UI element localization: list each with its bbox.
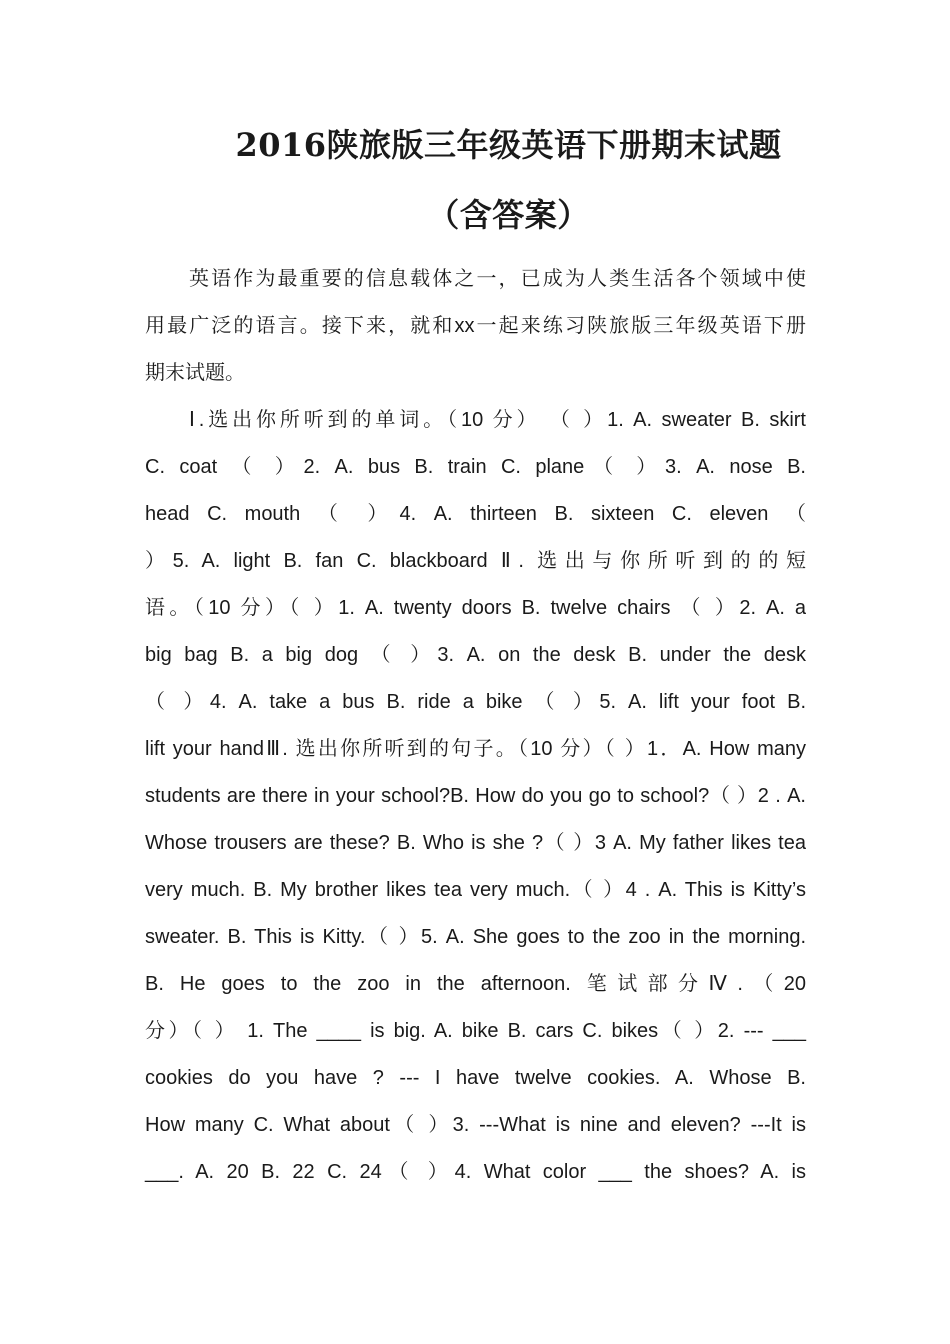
text-line: head C. mouth （ ）4. A. thirteen B. sixteen C. eleven （	[145, 503, 806, 525]
text-line: students are there in your school?B. How do you go to school?（ ）2 . A.	[145, 785, 806, 807]
text-line: 语。（10 分）（ ）1. A. twenty doors B. twelve chairs （ ）2. A. a	[145, 597, 806, 619]
text-line: （ ）4. A. take a bus B. ride a bike （ ）5. A. lift your foot B.	[145, 691, 806, 713]
text-line: ___. A. 20 B. 22 C. 24（ ）4. What color ___ the shoes? A. is	[145, 1161, 806, 1183]
text-line: lift your handⅢ. 选出你所听到的句子。（10 分）（ ）1．A. How many	[145, 738, 806, 760]
text-line: 用最广泛的语言。接下来，就和xx一起来练习陕旅版三年级英语下册	[145, 315, 806, 337]
text-line: 英语作为最重要的信息载体之一，已成为人类生活各个领域中使	[189, 268, 806, 290]
document-title: 2016陕旅版三年级英语下册期末试题	[235, 126, 782, 164]
text-line: big bag B. a big dog （ ）3. A. on the desk B. under the desk	[145, 644, 806, 666]
text-line: C. coat （ ）2. A. bus B. train C. plane（ ）3. A. nose B.	[145, 456, 806, 478]
text-line: Whose trousers are these? B. Who is she ?（ ）3 A. My father likes tea	[145, 832, 806, 854]
text-line: How many C. What about（ ）3. ---What is nine and eleven? ---It is	[145, 1114, 806, 1136]
text-line: Ⅰ.选出你所听到的单词。（10 分） （ ）1. A. sweater B. skirt	[189, 409, 806, 431]
text-line: cookies do you have ? --- I have twelve cookies. A. Whose B.	[145, 1067, 806, 1089]
text-line: B. He goes to the zoo in the afternoon. 笔试部分Ⅳ.（20	[145, 973, 806, 995]
document-subtitle: （含答案）	[427, 196, 590, 234]
text-line: sweater. B. This is Kitty.（ ）5. A. She goes to the zoo in the morning.	[145, 926, 806, 948]
document-body	[145, 256, 806, 1196]
text-line: very much. B. My brother likes tea very much.（ ）4 . A. This is Kitty’s	[145, 879, 806, 901]
text-line: 分）（ ） 1. The ____ is big. A. bike B. cars C. bikes（ ）2. --- ___	[145, 1020, 806, 1042]
text-line: 期末试题。	[145, 362, 245, 384]
text-line: ）5. A. light B. fan C. blackboard Ⅱ. 选出与你所听到的的短	[145, 550, 806, 572]
